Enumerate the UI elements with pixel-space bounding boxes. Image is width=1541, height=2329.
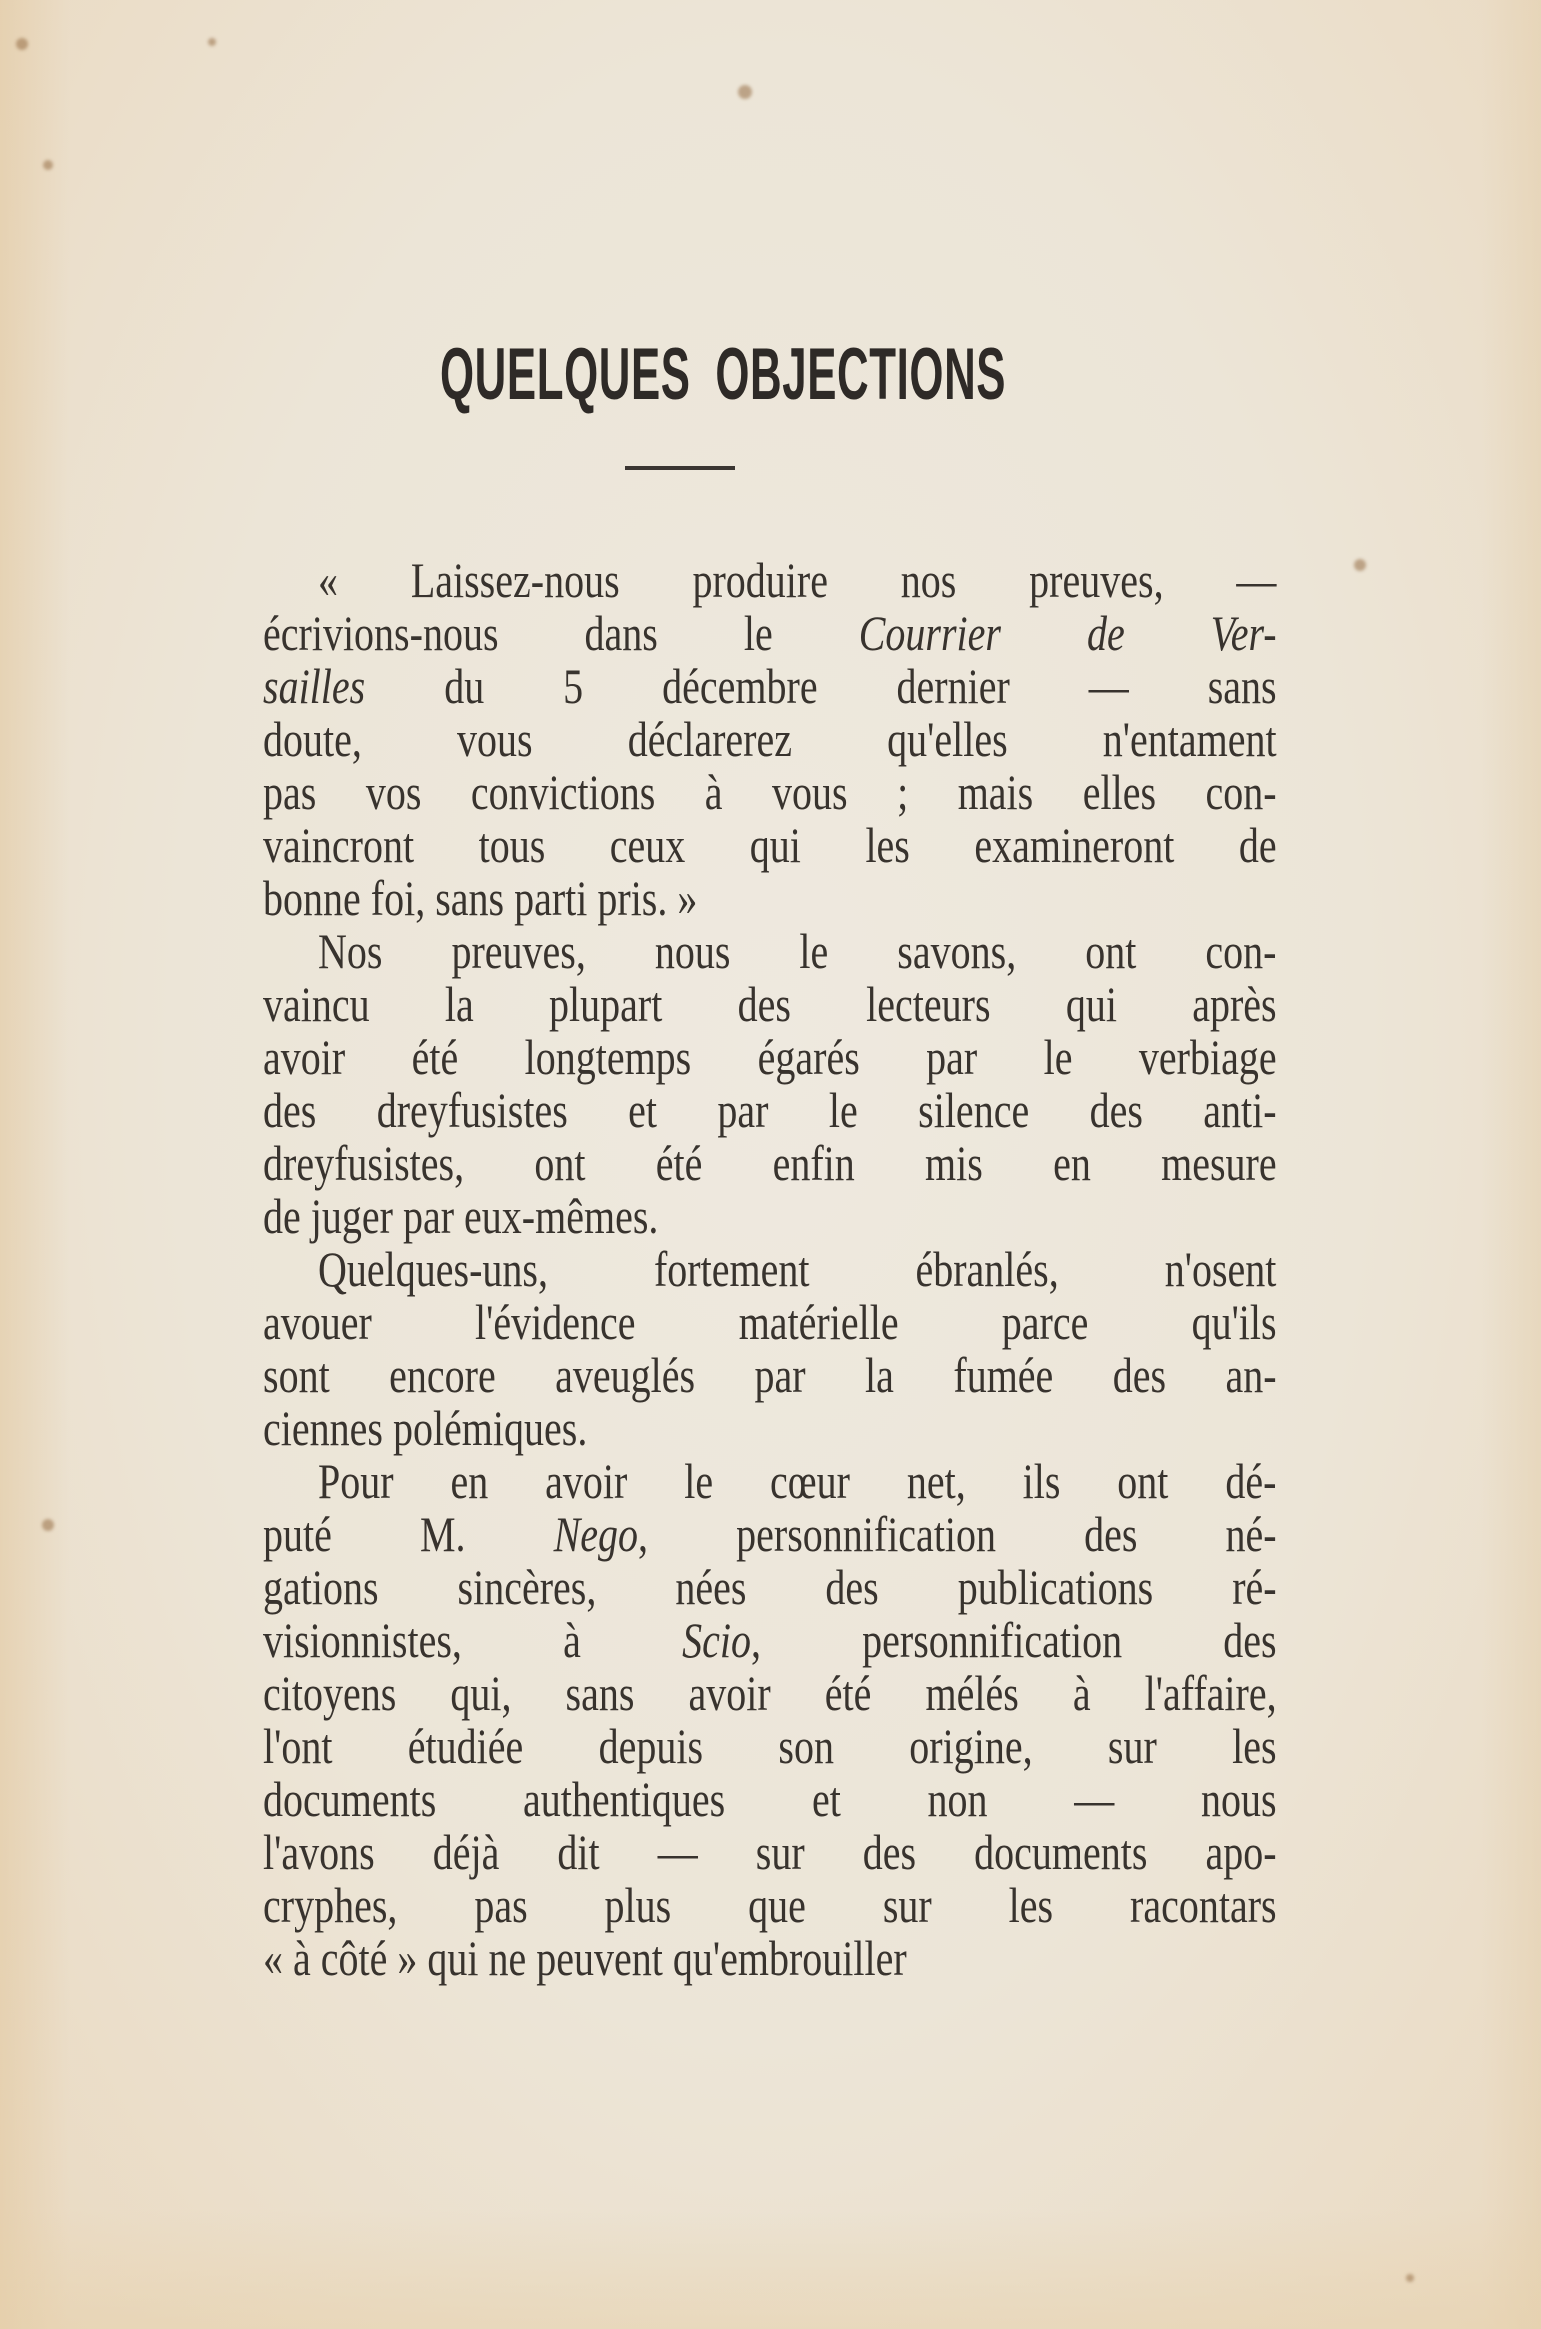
text-line [263, 1084, 1277, 1137]
text-line [263, 978, 1277, 1031]
text-line-content: l'avons déjà dit — sur des documents apo- [263, 1824, 1277, 1880]
text-line-content: cryphes, pas plus que sur les racontars [263, 1877, 1277, 1933]
text-line [263, 925, 1277, 978]
text-line-content: bonne foi, sans parti pris. » [263, 870, 698, 926]
text-line-content: vaincu la plupart des lecteurs qui après [263, 976, 1277, 1032]
text-line-content: écrivions-nous dans le Courrier de Ver- [263, 605, 1277, 661]
text-line [263, 872, 1277, 925]
text-line-content: ciennes polémiques. [263, 1400, 588, 1456]
title-rule-divider [625, 466, 735, 470]
text-line [263, 1720, 1277, 1773]
text-line [263, 1190, 1277, 1243]
text-line-content: Nos preuves, nous le savons, ont con- [318, 923, 1277, 979]
text-line [263, 1508, 1277, 1561]
text-line [263, 660, 1277, 713]
paragraph [263, 1243, 1277, 1455]
text-line [263, 1137, 1277, 1190]
paragraph [263, 1455, 1277, 1985]
text-line [263, 713, 1277, 766]
paper-stain [43, 160, 53, 170]
paper-stain [16, 38, 28, 50]
text-line-content: des dreyfusistes et par le silence des anti- [263, 1082, 1277, 1138]
text-line-content: visionnistes, à Scio, personnification des [263, 1612, 1277, 1668]
paper-stain [42, 1519, 54, 1531]
chapter-title-text: QUELQUES OBJECTIONS [440, 334, 1007, 415]
text-line [263, 1455, 1277, 1508]
text-line [263, 1932, 1277, 1985]
text-line [263, 1826, 1277, 1879]
text-line-content: citoyens qui, sans avoir été mélés à l'affaire, [263, 1665, 1277, 1721]
text-line-content: puté M. Nego, personnification des né- [263, 1506, 1277, 1562]
paper-stain [738, 85, 752, 99]
text-line-content: sont encore aveuglés par la fumée des an- [263, 1347, 1277, 1403]
text-line-content: de juger par eux-mêmes. [263, 1188, 659, 1244]
text-line [263, 1614, 1277, 1667]
text-line [263, 1402, 1277, 1455]
text-line-content: Pour en avoir le cœur net, ils ont dé- [318, 1453, 1277, 1509]
text-line-content: dreyfusistes, ont été enfin mis en mesure [263, 1135, 1277, 1191]
paper-stain [208, 38, 216, 46]
text-line [263, 607, 1277, 660]
text-line [263, 1667, 1277, 1720]
text-line [263, 1879, 1277, 1932]
paper-stain [1406, 2274, 1414, 2282]
text-line [263, 1561, 1277, 1614]
text-line-content: sailles du 5 décembre dernier — sans [263, 658, 1277, 714]
text-line-content: l'ont étudiée depuis son origine, sur les [263, 1718, 1277, 1774]
text-line [263, 766, 1277, 819]
chapter-title [440, 330, 1007, 420]
text-line [263, 1243, 1277, 1296]
paper-edge-shading-right [1481, 0, 1541, 2329]
paragraph [263, 925, 1277, 1243]
body-text [263, 554, 1277, 1985]
text-line-content: avouer l'évidence matérielle parce qu'ils [263, 1294, 1277, 1350]
text-line-content: documents authentiques et non — nous [263, 1771, 1277, 1827]
text-line [263, 1773, 1277, 1826]
text-line [263, 1349, 1277, 1402]
paragraph [263, 554, 1277, 925]
paper-stain [1354, 559, 1366, 571]
text-line-content: pas vos convictions à vous ; mais elles con- [263, 764, 1277, 820]
text-line [263, 554, 1277, 607]
text-line [263, 1031, 1277, 1084]
paper-edge-shading-bottom [0, 2209, 1541, 2329]
text-line [263, 1296, 1277, 1349]
text-line-content: « à côté » qui ne peuvent qu'embrouiller [263, 1930, 907, 1986]
paper-edge-shading-left [0, 0, 70, 2329]
text-line-content: « Laissez-nous produire nos preuves, — [318, 552, 1277, 608]
text-line-content: avoir été longtemps égarés par le verbiage [263, 1029, 1277, 1085]
text-line-content: doute, vous déclarerez qu'elles n'entament [263, 711, 1277, 767]
text-line-content: vaincront tous ceux qui les examineront de [263, 817, 1277, 873]
text-line [263, 819, 1277, 872]
text-line-content: Quelques-uns, fortement ébranlés, n'osent [318, 1241, 1277, 1297]
text-line-content: gations sincères, nées des publications ré- [263, 1559, 1277, 1615]
